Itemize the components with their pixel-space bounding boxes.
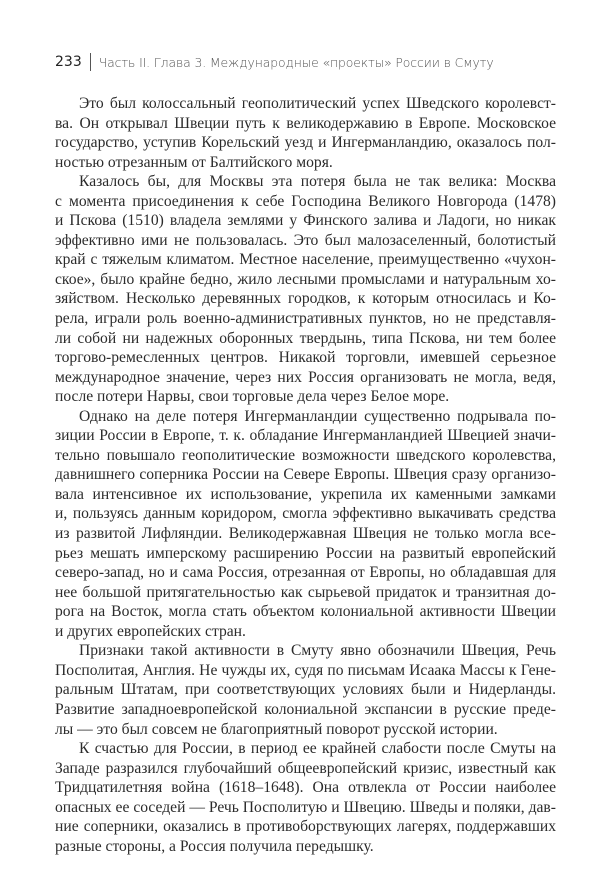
text-line: нее большой притягательностью как сырьевой придаток и транзитная до- [55,583,556,601]
text-line: рога на Восток, могла стать объектом колониальной активности Швеции [55,603,556,621]
text-line: после потери Нарвы, свои торговые дела через Белое море. [55,388,450,406]
text-line: Западе разразился глубочайший общеевропейский кризис, известный как [55,759,556,777]
text-line: ва. Он открывал Швеции путь к великодержавию в Европе. Московское [55,114,556,132]
text-line: опасных ее соседей — Речь Посполитую и Швецию. Шведы и поляки, дав- [55,798,556,816]
running-title: Часть II. Глава 3. Международные «проекты» России в Смуту [98,54,494,70]
text-line: рела, играли роль военно-административных пунктов, но не представля- [55,310,556,328]
paragraph [55,407,556,642]
paragraph [55,641,556,739]
text-line: разные стороны, а Россия получила передышку. [55,837,374,855]
text-line: К счастью для России, в период ее крайней слабости после Смуты на [79,740,556,758]
page-body [55,94,556,856]
text-line: ностью отрезанным от Балтийского моря. [55,153,333,171]
paragraph [55,172,556,407]
text-line: торгово-ремесленных центров. Никакой торговли, имевшей серьезное [55,349,556,367]
text-line: вала интенсивное их использование, укрепила их каменными замками [55,485,556,503]
text-line: из развитой Лифляндии. Великодержавная Швеция не только могла все- [55,525,556,543]
text-line: Это был колоссальный геополитический успех Шведского королевст- [79,95,556,112]
text-line: с момента присоединения к себе Господина Великого Новгорода (1478) [55,192,556,210]
page-number: 233 [55,54,82,70]
header-divider [90,53,91,71]
text-line: Развитие западноевропейской колониальной экспансии в русские преде- [55,700,556,718]
text-line: ли собой ни надежных оборонных твердынь, типа Пскова, ни тем более [55,329,556,347]
text-line: ральным Штатам, при соответствующих условиях были и Нидерланды. [55,681,556,699]
text-line: и, пользуясь данным коридором, смогла эффективно выкачивать средства [55,505,556,523]
text-line: зяйством. Несколько деревянных городков, к которым относилась и Ко- [55,290,556,308]
text-line: Однако на деле потеря Ингерманландии существенно подрывала по- [79,407,556,425]
paragraph [55,94,556,172]
text-line: Тридцатилетняя война (1618–1648). Она отвлекла от России наиболее [55,779,556,797]
text-line: тельно повышало геополитические возможности шведского королевства, [55,446,556,464]
text-line: Признаки такой активности в Смуту явно обозначили Швеция, Речь [79,642,556,660]
text-line: край с тяжелым климатом. Местное население, преимущественно «чухон- [55,251,556,269]
text-line: давнишнего соперника России на Севере Европы. Швеция сразу организо- [55,466,556,484]
running-header [55,50,556,74]
text-line: зиции России в Европе, т. к. обладание Ингерманландией Швецией значи- [55,427,556,445]
text-line: Казалось бы, для Москвы эта потеря была не так велика: Москва [79,173,556,191]
text-line: государство, уступив Корельский уезд и Ингерманландию, оказалось пол- [55,134,556,152]
text-line: северо-запад, но и сама Россия, отрезанная от Европы, но обладавшая для [55,564,556,582]
paragraph [55,739,556,856]
text-line: и других европейских стран. [55,622,246,640]
text-line: ское», было крайне бедно, жило лесными промыслами и натуральным хо- [55,270,556,288]
text-line: ние соперники, оказались в противоборствующих лагерях, поддержавших [55,818,556,836]
text-line: и Пскова (1510) владела землями у Финского залива и Ладоги, но никак [55,212,556,230]
text-line: лы — это был совсем не благоприятный поворот русской истории. [55,720,498,738]
text-line: международное значение, через них Россия организовать не могла, ведя, [55,368,556,386]
text-line: эффективно ими не пользовалась. Это был малозаселенный, болотистый [55,231,556,249]
book-page [55,50,556,856]
text-line: рьез мешать имперскому расширению России на развитый европейский [55,544,556,562]
text-line: Посполитая, Англия. Не чужды их, судя по письмам Исаака Массы к Гене- [55,661,556,679]
